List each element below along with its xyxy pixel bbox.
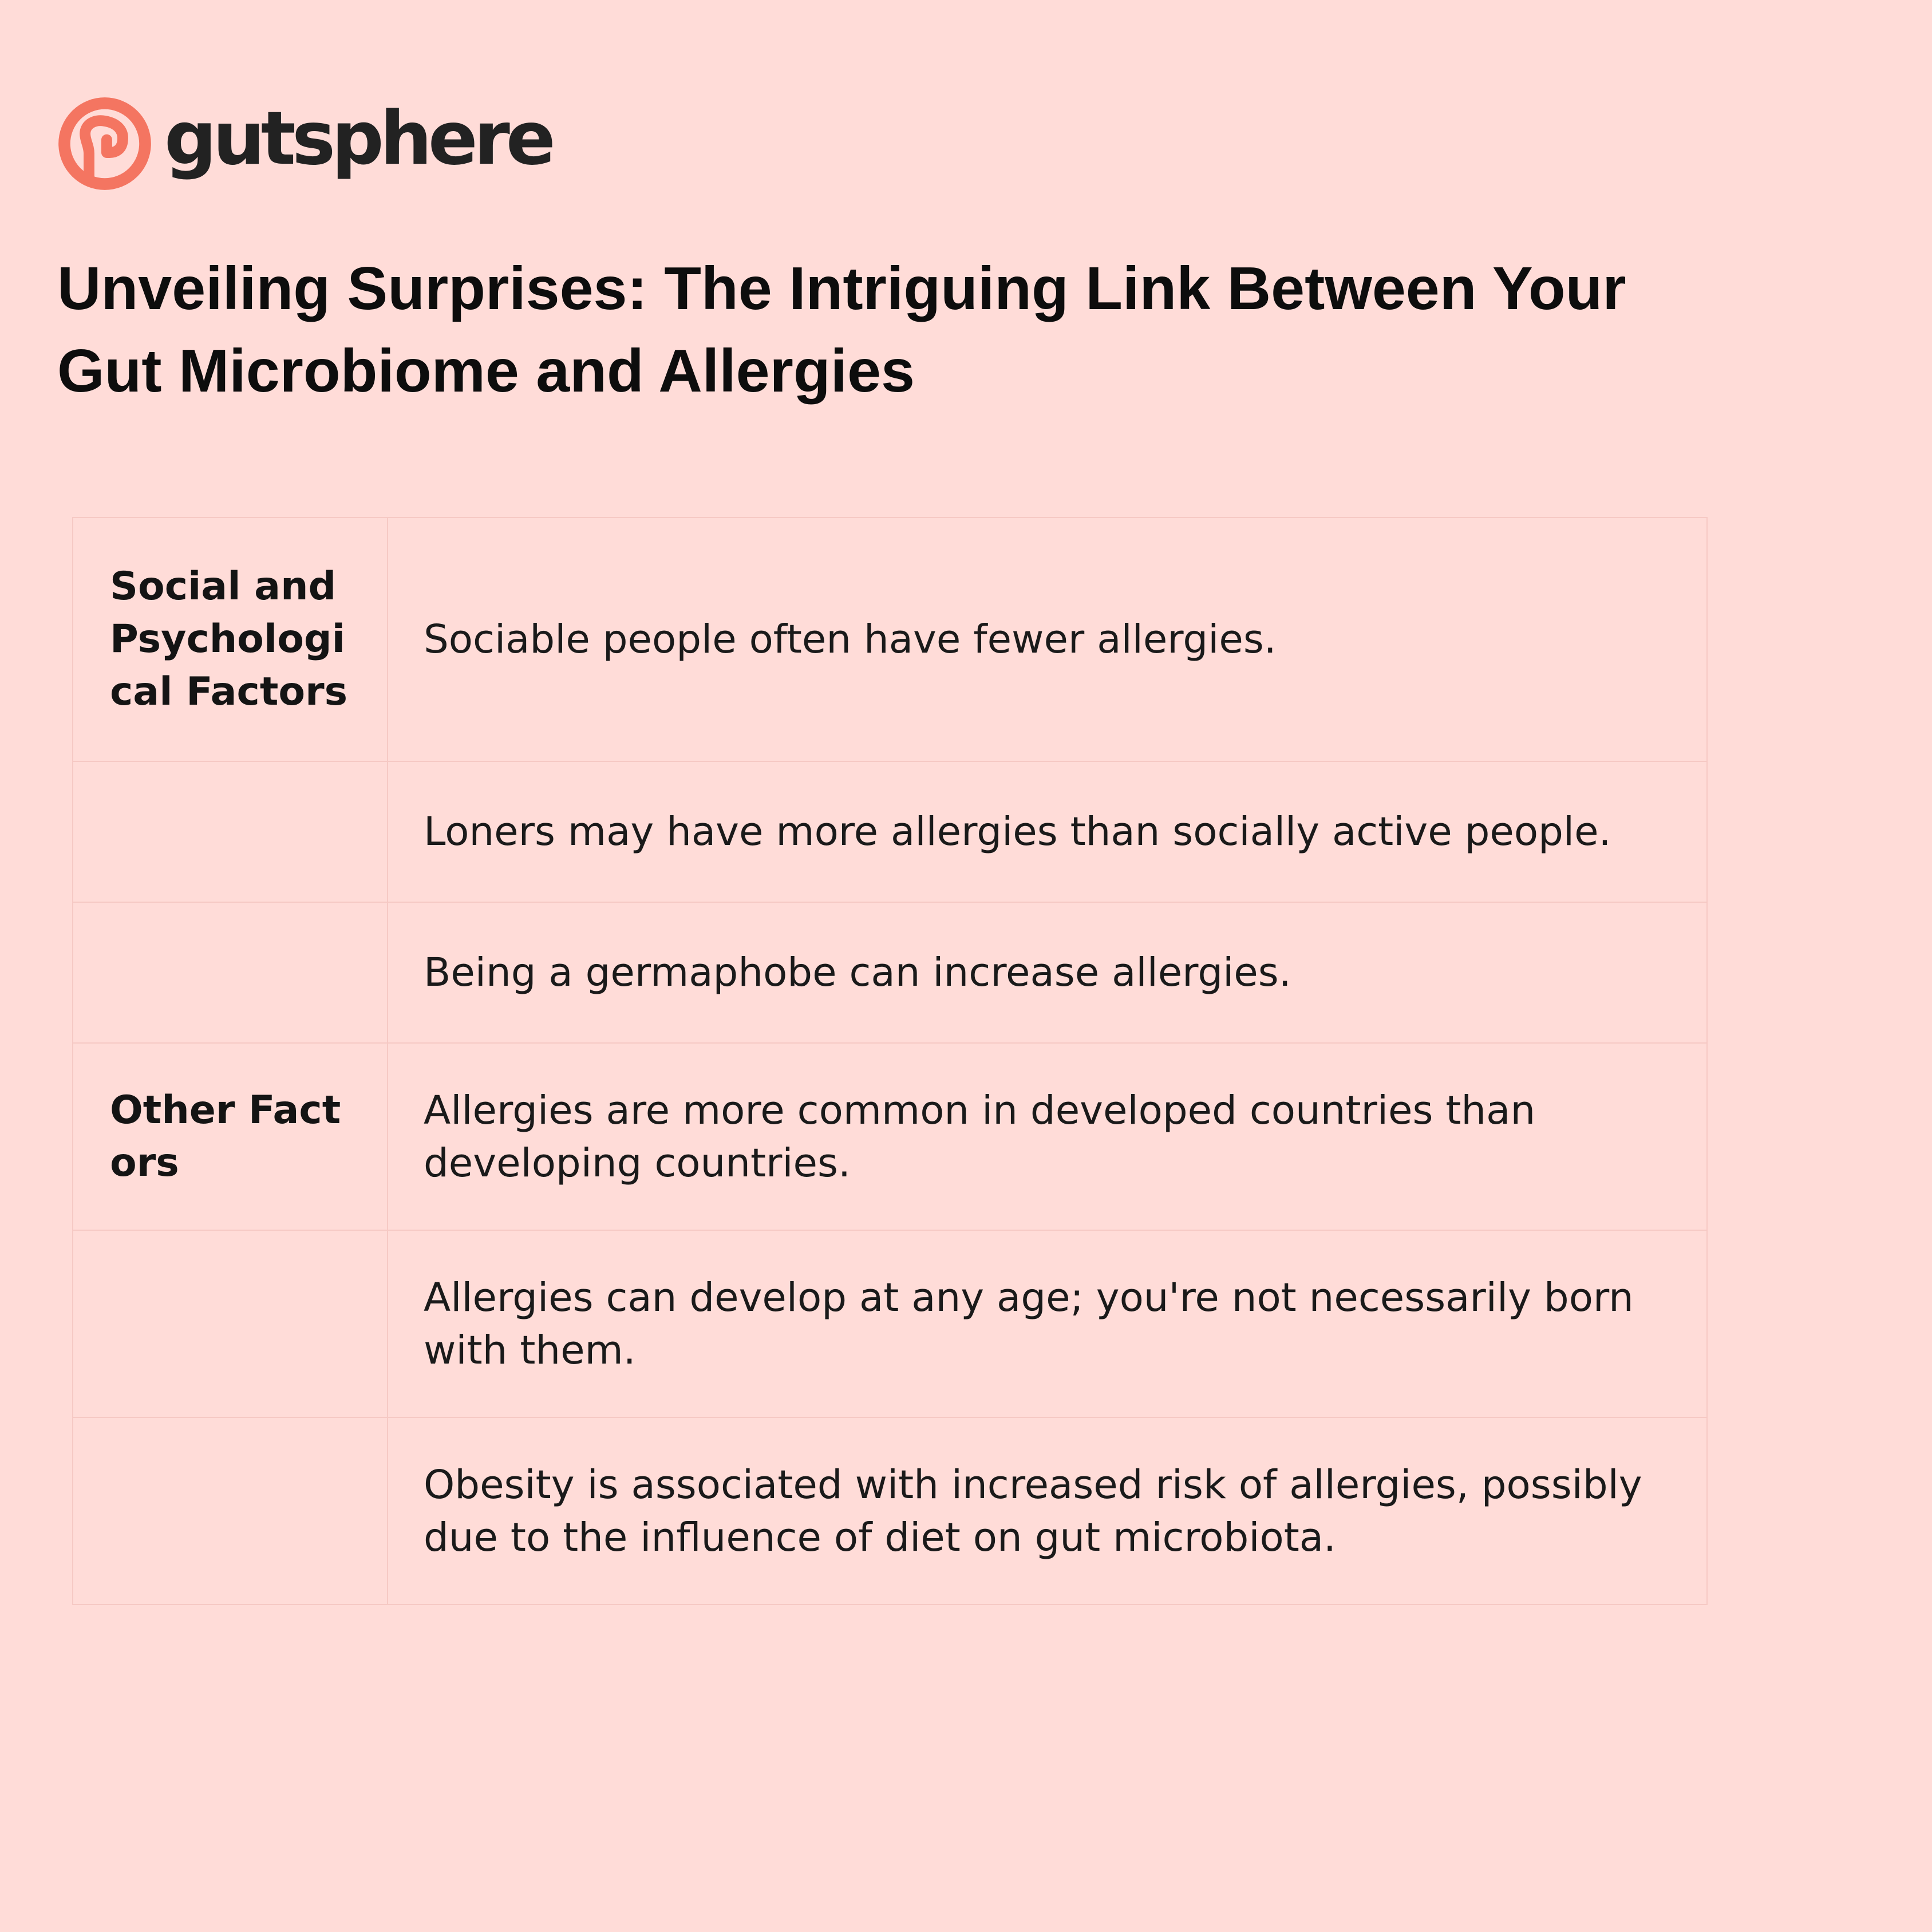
facts-table <box>72 517 1708 1605</box>
category-cell <box>73 1417 388 1605</box>
category-label: Other Factors <box>110 1087 341 1186</box>
category-label: Social and Psychological Factors <box>110 564 348 714</box>
fact-cell: Being a germaphobe can increase allergies. <box>388 902 1707 1043</box>
gut-circle-icon <box>56 94 154 193</box>
brand-logo <box>56 94 552 193</box>
category-cell <box>73 517 388 761</box>
table-row <box>73 517 1707 761</box>
table-row <box>73 1043 1707 1230</box>
fact-cell: Allergies are more common in developed countries than developing countries. <box>388 1043 1707 1230</box>
fact-cell: Loners may have more allergies than socially active people. <box>388 761 1707 902</box>
table-row <box>73 761 1707 902</box>
category-cell <box>73 761 388 902</box>
fact-cell: Obesity is associated with increased risk of allergies, possibly due to the influence of diet on gut microbiota. <box>388 1417 1707 1605</box>
table-row <box>73 1230 1707 1417</box>
table-row <box>73 902 1707 1043</box>
category-cell <box>73 1230 388 1417</box>
category-cell <box>73 902 388 1043</box>
fact-cell: Sociable people often have fewer allergies. <box>388 517 1707 761</box>
fact-cell: Allergies can develop at any age; you're not necessarily born with them. <box>388 1230 1707 1417</box>
page-title: Unveiling Surprises: The Intriguing Link Between Your Gut Microbiome and Allergies <box>57 255 1626 405</box>
category-cell <box>73 1043 388 1230</box>
brand-name: gutsphere <box>164 96 552 181</box>
table-row <box>73 1417 1707 1605</box>
